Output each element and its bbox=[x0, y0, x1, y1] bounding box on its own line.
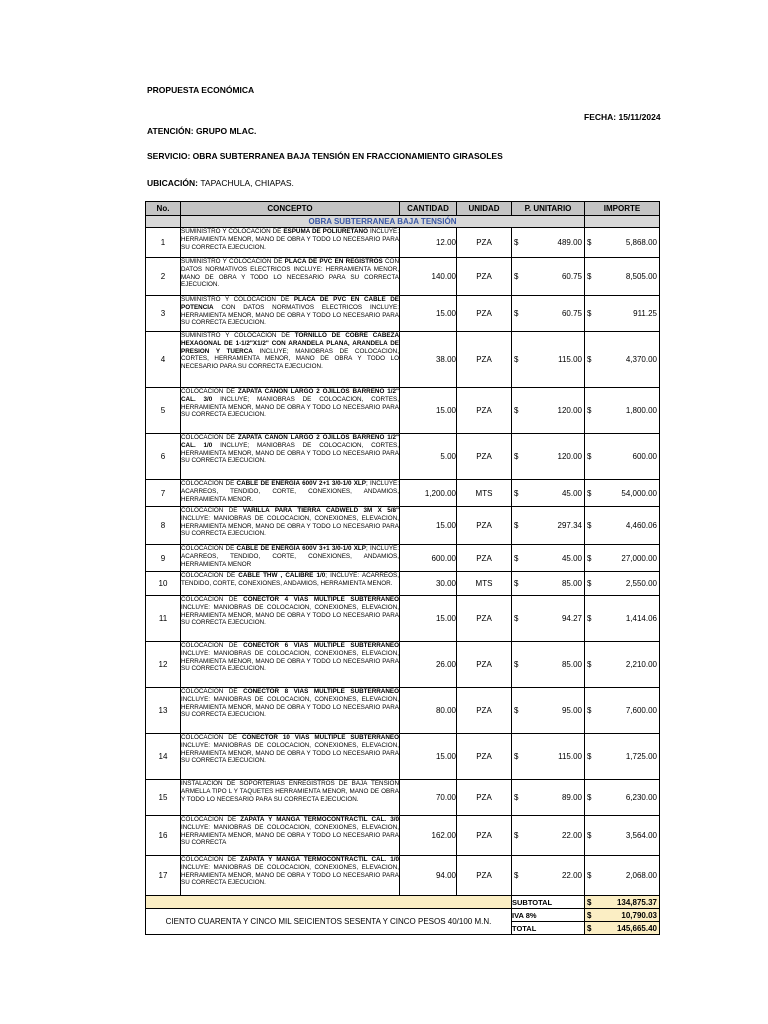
concept-text: COLOCACIÓN DE bbox=[181, 856, 241, 863]
item-unit: PZA bbox=[457, 642, 512, 688]
item-unit: PZA bbox=[457, 856, 512, 896]
item-unit: MTS bbox=[457, 572, 512, 596]
item-concept bbox=[181, 642, 400, 688]
location-label: UBICACIÓN: bbox=[147, 178, 198, 188]
currency-sign: $ bbox=[514, 871, 519, 880]
col-header-precio-unitario: P. UNITARIO bbox=[512, 202, 585, 216]
item-unit: PZA bbox=[457, 734, 512, 780]
item-number: 12 bbox=[146, 642, 181, 688]
currency-sign: $ bbox=[514, 706, 519, 715]
item-number: 5 bbox=[146, 388, 181, 434]
total-label: TOTAL bbox=[512, 922, 585, 935]
table-row bbox=[146, 434, 660, 480]
document-title: PROPUESTA ECONÓMICA bbox=[147, 85, 255, 95]
item-number: 6 bbox=[146, 434, 181, 480]
item-unit-price: $ 89.00 bbox=[512, 780, 585, 816]
concept-text-rest: ; INCLUYE: ACARREOS, TENDIDO, CORTE, CONEXIONES, ANDAMIOS, HERRAMIENTA MENOR. bbox=[181, 480, 399, 503]
item-unit-price: $ 115.00 bbox=[512, 734, 585, 780]
item-number: 14 bbox=[146, 734, 181, 780]
item-number: 4 bbox=[146, 332, 181, 388]
concept-text: COLOCACION DE bbox=[181, 572, 239, 579]
table-row bbox=[146, 388, 660, 434]
concept-text: SUMINISTRO Y COLOCACIÓN DE bbox=[181, 332, 295, 339]
currency-sign: $ bbox=[587, 406, 592, 415]
iva-row bbox=[146, 909, 660, 922]
concept-text: COLOCACIÓN DE bbox=[181, 596, 244, 603]
col-header-importe: IMPORTE bbox=[585, 202, 660, 216]
item-amount: $ 5,868.00 bbox=[585, 228, 660, 258]
item-unit-price: $ 115.00 bbox=[512, 332, 585, 388]
concept-text: COLOCACIÓN DE bbox=[181, 734, 242, 741]
quote-table bbox=[145, 201, 660, 935]
concept-text: COLOCACION DE bbox=[181, 480, 237, 487]
item-unit: PZA bbox=[457, 507, 512, 545]
col-header-no: No. bbox=[146, 202, 181, 216]
concept-bold-text: CONECTOR 4 VIAS MULTIPLE SUBTERRANEO bbox=[243, 596, 399, 603]
currency-sign: $ bbox=[587, 871, 592, 880]
item-quantity: 1,200.00 bbox=[400, 480, 457, 507]
section-title: OBRA SUBTERRANEA BAJA TENSIÓN bbox=[181, 216, 585, 228]
date: FECHA: 15/11/2024 bbox=[584, 112, 661, 122]
currency-sign: $ bbox=[587, 614, 592, 623]
item-number: 2 bbox=[146, 258, 181, 296]
currency-sign: $ bbox=[587, 706, 592, 715]
concept-text: INSTALACION DE SOPORTERIAS ENREGISTROS DE BAJA TENSION ARMELLA TIPO L Y TAQUETES HERRAMIENTA MENOR, MANO DE OBRA Y TODO LO NECESARIO PARA SU CORRECTA EJECUCION. bbox=[181, 780, 399, 803]
concept-text-rest: INCLUYE: MANIOBRAS DE COLOCACION, CONEXIONES, ELEVACION, HERRAMIENTA MENOR, MANO DE OBRA Y TODO LO NECESARIO PARA SU CORRECTA EJECUCION. bbox=[181, 649, 399, 673]
concept-bold-text: CABLE DE ENERGÍA 600V 2+1 3/0-1/0 XLP bbox=[236, 480, 366, 487]
currency-sign: $ bbox=[587, 660, 592, 669]
table-row bbox=[146, 816, 660, 856]
concept-bold-text: ZAPATA Y MANGA TERMOCONTRACTIL CAL. 3/0 bbox=[240, 816, 399, 823]
attention-line: ATENCIÓN: GRUPO MLAC. bbox=[147, 126, 257, 136]
item-unit-price: $ 22.00 bbox=[512, 856, 585, 896]
subtotal-value: $ 134,875.37 bbox=[585, 896, 660, 909]
item-amount: $ 4,370.00 bbox=[585, 332, 660, 388]
currency-sign: $ bbox=[514, 355, 519, 364]
item-amount: $ 7,600.00 bbox=[585, 688, 660, 734]
concept-text-rest: INCLUYE: MANIOBRAS DE COLOCACION, CONEXIONES, ELEVACION, HERRAMIENTA MENOR, MANO DE OBRA Y TODO LO NECESARIO PARA SU CORRECTA EJECUCION. bbox=[181, 863, 399, 887]
currency-sign: $ bbox=[514, 793, 519, 802]
item-amount: $ 3,564.00 bbox=[585, 816, 660, 856]
currency-sign: $ bbox=[587, 488, 592, 498]
table-row bbox=[146, 480, 660, 507]
item-unit-price: $ 120.00 bbox=[512, 388, 585, 434]
concept-text: SUMINISTRO Y COLOCACIÓN DE bbox=[181, 296, 294, 303]
item-amount: $ 2,210.00 bbox=[585, 642, 660, 688]
item-quantity: 12.00 bbox=[400, 228, 457, 258]
item-quantity: 26.00 bbox=[400, 642, 457, 688]
item-concept bbox=[181, 545, 400, 572]
item-amount: $ 54,000.00 bbox=[585, 480, 660, 507]
concept-text: COLOCACION DE bbox=[181, 507, 243, 514]
item-unit: PZA bbox=[457, 596, 512, 642]
concept-text-rest: CON DATOS NORMATIVOS ELECTRICOS INCLUYE: HERRAMIENTA MENOR, MANO DE OBRA Y TODO LO NECESARIO PARA SU CORRECTA EJECUCION. bbox=[181, 303, 399, 327]
item-unit-price: $ 45.00 bbox=[512, 480, 585, 507]
item-unit-price: $ 94.27 bbox=[512, 596, 585, 642]
item-unit: PZA bbox=[457, 780, 512, 816]
concept-text: SUMINISTRO Y COLOCACIÓN DE bbox=[181, 228, 284, 235]
currency-sign: $ bbox=[587, 238, 592, 247]
currency-sign: $ bbox=[514, 752, 519, 761]
table-row bbox=[146, 856, 660, 896]
subtotal-label: SUBTOTAL bbox=[512, 896, 585, 909]
concept-text-rest: INCLUYE: MANIOBRAS DE COLOCACION, CONEXIONES, ELEVACION, HERRAMIENTA MENOR, MANO DE OBRA Y TODO LO NECESARIO PARA SU CORRECTA bbox=[181, 823, 399, 847]
table-row bbox=[146, 545, 660, 572]
total-value: $ 145,665.40 bbox=[585, 922, 660, 935]
currency-sign: $ bbox=[587, 309, 592, 318]
currency-sign: $ bbox=[514, 614, 519, 623]
concept-text-rest: INCLUYE; MANIOBRAS DE COLOCACION, CORTES, HERRAMIENTA MENOR, MANO DE OBRA Y TODO LO NECESARIO PARA SU CORRECTA EJECUCION. bbox=[181, 347, 399, 371]
item-concept bbox=[181, 480, 400, 507]
concept-bold-text: CONECTOR 6 VIAS MULTIPLE SUBTERRANEO bbox=[243, 642, 399, 649]
table-row bbox=[146, 258, 660, 296]
currency-sign: $ bbox=[514, 238, 519, 247]
concept-text: COLOCACIÓN DE bbox=[181, 434, 238, 441]
table-row bbox=[146, 642, 660, 688]
item-amount: $ 6,230.00 bbox=[585, 780, 660, 816]
item-unit-price: $ 60.75 bbox=[512, 258, 585, 296]
currency-sign: $ bbox=[587, 752, 592, 761]
concept-bold-text: CABLE THW , CALIBRE 1/0 bbox=[238, 572, 326, 579]
concept-bold-text: ZAPATA CAÑON LARGO 2 OJILLOS BARRENO 1/2" CAL. 1/0 bbox=[181, 434, 399, 449]
currency-sign: $ bbox=[514, 831, 519, 840]
item-unit: PZA bbox=[457, 688, 512, 734]
item-quantity: 30.00 bbox=[400, 572, 457, 596]
concept-bold-text: CONECTOR 10 VIAS MULTIPLE SUBTERRANEO bbox=[241, 734, 399, 741]
item-unit-price: $ 85.00 bbox=[512, 642, 585, 688]
concept-text-rest: INCLUYE: HERRAMIENTA MENOR, MANO DE OBRA Y TODO LO NECESARIO PARA SU CORRECTA EJECUCION. bbox=[181, 228, 399, 251]
item-quantity: 15.00 bbox=[400, 596, 457, 642]
currency-sign: $ bbox=[514, 452, 519, 461]
item-number: 9 bbox=[146, 545, 181, 572]
concept-text: COLOCACIÓN DE bbox=[181, 688, 244, 695]
item-concept bbox=[181, 734, 400, 780]
col-header-unidad: UNIDAD bbox=[457, 202, 512, 216]
item-quantity: 15.00 bbox=[400, 388, 457, 434]
item-amount: $ 2,550.00 bbox=[585, 572, 660, 596]
item-unit: PZA bbox=[457, 296, 512, 332]
item-quantity: 80.00 bbox=[400, 688, 457, 734]
concept-text-rest: ; INCLUYE: ACARREOS, TENDIDO, CORTE, CONEXIONES, ANDAMIOS, HERRAMIENTA MENOR. bbox=[181, 572, 399, 587]
currency-sign: $ bbox=[514, 488, 519, 498]
amount-in-words: CIENTO CUARENTA Y CINCO MIL SEICIENTOS SESENTA Y CINCO PESOS 40/100 M.N. bbox=[146, 909, 512, 935]
item-amount: $ 2,068.00 bbox=[585, 856, 660, 896]
concept-text: COLOCACIÓN DE bbox=[181, 816, 241, 823]
item-unit-price: $ 489.00 bbox=[512, 228, 585, 258]
subtotal-row bbox=[146, 896, 660, 909]
item-concept bbox=[181, 572, 400, 596]
table-row bbox=[146, 596, 660, 642]
concept-bold-text: VARILLA PARA TIERRA CADWELD 3M X 5/8" bbox=[242, 507, 399, 514]
iva-value: $ 10,790.03 bbox=[585, 909, 660, 922]
item-unit-price: $ 297.34 bbox=[512, 507, 585, 545]
item-concept bbox=[181, 332, 400, 388]
col-header-cantidad: CANTIDAD bbox=[400, 202, 457, 216]
currency-sign: $ bbox=[514, 521, 519, 530]
item-quantity: 600.00 bbox=[400, 545, 457, 572]
concept-text-rest: INCLUYE: MANIOBRAS DE COLOCACION, CONEXIONES, ELEVACION, HERRAMIENTA MENOR, MANO DE OBRA Y TODO LO NECESARIO PARA SU CORRECTA EJECUCION. bbox=[181, 603, 399, 627]
item-amount: $ 911.25 bbox=[585, 296, 660, 332]
item-amount: $ 4,460.06 bbox=[585, 507, 660, 545]
table-row bbox=[146, 507, 660, 545]
concept-bold-text: TORNILLO DE COBRE CABEZA HEXAGONAL DE 1-1/2"X1/2" CON ARANDELA PLANA, ARANDELA DE PRESION Y TUERCA bbox=[181, 332, 399, 355]
table-row bbox=[146, 780, 660, 816]
currency-sign: $ bbox=[587, 452, 592, 461]
item-number: 1 bbox=[146, 228, 181, 258]
currency-sign: $ bbox=[514, 406, 519, 415]
currency-sign: $ bbox=[587, 831, 592, 840]
item-number: 7 bbox=[146, 480, 181, 507]
currency-sign: $ bbox=[514, 660, 519, 669]
item-unit: PZA bbox=[457, 545, 512, 572]
item-number: 11 bbox=[146, 596, 181, 642]
concept-text: COLOCACIÓN DE bbox=[181, 642, 244, 649]
table-row bbox=[146, 296, 660, 332]
concept-bold-text: CABLE DE ENERGÍA 600V 3+1 3/0-1/0 XLP bbox=[236, 545, 366, 552]
currency-sign: $ bbox=[587, 355, 592, 364]
concept-bold-text: CONECTOR 8 VIAS MULTIPLE SUBTERRANEO bbox=[243, 688, 399, 695]
item-concept bbox=[181, 688, 400, 734]
currency-sign: $ bbox=[514, 272, 519, 281]
currency-sign: $ bbox=[514, 553, 519, 563]
section-row bbox=[146, 216, 660, 228]
location-value: TAPACHULA, CHIAPAS. bbox=[200, 178, 294, 188]
iva-label: IVA 8% bbox=[512, 909, 585, 922]
item-number: 17 bbox=[146, 856, 181, 896]
table-row bbox=[146, 688, 660, 734]
table-row bbox=[146, 332, 660, 388]
item-number: 13 bbox=[146, 688, 181, 734]
item-quantity: 15.00 bbox=[400, 507, 457, 545]
item-unit-price: $ 120.00 bbox=[512, 434, 585, 480]
concept-text-rest: INCLUYE; MANIOBRAS DE COLOCACION, CORTES, HERRAMIENTA MENOR, MANO DE OBRA Y TODO LO NECESARIO PARA SU CORRECTA EJECUCION. bbox=[181, 441, 399, 465]
item-unit-price: $ 85.00 bbox=[512, 572, 585, 596]
item-quantity: 94.00 bbox=[400, 856, 457, 896]
item-concept bbox=[181, 856, 400, 896]
item-number: 16 bbox=[146, 816, 181, 856]
item-quantity: 5.00 bbox=[400, 434, 457, 480]
currency-sign: $ bbox=[587, 521, 592, 530]
concept-text-rest: CON DATOS NORMATIVOS ELECTRICOS INCLUYE: HERRAMIENTA MENOR, MANO DE OBRA Y TODO LO NECESARIO PARA SU CORRECTA EJECUCION. bbox=[181, 258, 399, 289]
concept-text-rest: INCLUYE: MANIOBRAS DE COLOCACION, CONEXIONES, ELEVACION, HERRAMIENTA MENOR, MANO DE OBRA Y TODO LO NECESARIO PARA SU CORRECTA EJECUCION. bbox=[181, 741, 399, 765]
item-amount: $ 8,505.00 bbox=[585, 258, 660, 296]
concept-bold-text: ZAPATA Y MANGA TERMOCONTRACTIL CAL. 1/0 bbox=[240, 856, 399, 863]
item-concept bbox=[181, 507, 400, 545]
item-number: 15 bbox=[146, 780, 181, 816]
concept-text: COLOCACION DE bbox=[181, 545, 237, 552]
item-quantity: 38.00 bbox=[400, 332, 457, 388]
item-concept bbox=[181, 816, 400, 856]
item-unit: PZA bbox=[457, 388, 512, 434]
currency-sign: $ bbox=[587, 579, 592, 588]
concept-bold-text: ESPUMA DE POLIURETANO bbox=[283, 228, 369, 235]
concept-text-rest: ; INCLUYE: ACARREOS, TENDIDO, CORTE, CONEXIONES, ANDAMIOS, HERRAMIENTA MENOR bbox=[181, 545, 399, 568]
concept-bold-text: ZAPATA CAÑON LARGO 2 OJILLOS BARRENO 1/2" CAL. 3/0 bbox=[181, 388, 399, 403]
item-unit: PZA bbox=[457, 434, 512, 480]
item-concept bbox=[181, 296, 400, 332]
item-concept bbox=[181, 780, 400, 816]
item-amount: $ 1,725.00 bbox=[585, 734, 660, 780]
item-amount: $ 27,000.00 bbox=[585, 545, 660, 572]
concept-text-rest: INCLUYE: MANIOBRAS DE COLOCACION, CONEXIONES, ELEVACION, HERRAMIENTA MENOR, MANO DE OBRA Y TODO LO NECESARIO PARA SU CORRECTA EJECUCION. bbox=[181, 695, 399, 719]
item-concept bbox=[181, 258, 400, 296]
currency-sign: $ bbox=[514, 309, 519, 318]
concept-text: COLOCACIÓN DE bbox=[181, 388, 238, 395]
item-quantity: 140.00 bbox=[400, 258, 457, 296]
concept-text-rest: INCLUYE: MANIOBRAS DE COLOCACION, CONEXIONES, ELEVACION, HERRAMIENTA MENOR, MANO DE OBRA Y TODO LO NECESARIO PARA SU CORRECTA EJECUCION. bbox=[181, 514, 399, 538]
item-unit-price: $ 22.00 bbox=[512, 816, 585, 856]
item-quantity: 70.00 bbox=[400, 780, 457, 816]
item-unit: PZA bbox=[457, 258, 512, 296]
item-concept bbox=[181, 596, 400, 642]
item-amount: $ 1,800.00 bbox=[585, 388, 660, 434]
item-amount: $ 600.00 bbox=[585, 434, 660, 480]
table-row bbox=[146, 572, 660, 596]
table-header-row bbox=[146, 202, 660, 216]
item-number: 3 bbox=[146, 296, 181, 332]
item-quantity: 15.00 bbox=[400, 296, 457, 332]
item-concept bbox=[181, 434, 400, 480]
item-quantity: 162.00 bbox=[400, 816, 457, 856]
item-concept bbox=[181, 228, 400, 258]
currency-sign: $ bbox=[587, 553, 592, 563]
item-unit: PZA bbox=[457, 332, 512, 388]
item-number: 8 bbox=[146, 507, 181, 545]
currency-sign: $ bbox=[514, 579, 519, 588]
currency-sign: $ bbox=[587, 793, 592, 802]
item-quantity: 15.00 bbox=[400, 734, 457, 780]
concept-bold-text: PLACA DE PVC EN CABLE DE POTENCIA bbox=[181, 296, 399, 311]
table-row bbox=[146, 228, 660, 258]
item-unit: PZA bbox=[457, 816, 512, 856]
service-line: SERVICIO: OBRA SUBTERRANEA BAJA TENSIÓN EN FRACCIONAMIENTO GIRASOLES bbox=[147, 151, 503, 161]
currency-sign: $ bbox=[587, 272, 592, 281]
table-row bbox=[146, 734, 660, 780]
item-unit: MTS bbox=[457, 480, 512, 507]
item-concept bbox=[181, 388, 400, 434]
item-unit: PZA bbox=[457, 228, 512, 258]
concept-text: SUMINISTRO Y COLOCACIÓN DE bbox=[181, 258, 285, 265]
item-unit-price: $ 60.75 bbox=[512, 296, 585, 332]
item-amount: $ 1,414.06 bbox=[585, 596, 660, 642]
concept-text-rest: INCLUYE; MANIOBRAS DE COLOCACION, CORTES, HERRAMIENTA MENOR, MANO DE OBRA Y TODO LO NECESARIO PARA SU CORRECTA EJECUCION. bbox=[181, 395, 399, 419]
item-unit-price: $ 95.00 bbox=[512, 688, 585, 734]
col-header-concepto: CONCEPTO bbox=[181, 202, 400, 216]
location-line bbox=[147, 178, 294, 188]
item-number: 10 bbox=[146, 572, 181, 596]
concept-bold-text: PLACA DE PVC EN REGISTROS bbox=[284, 258, 383, 265]
item-unit-price: $ 45.00 bbox=[512, 545, 585, 572]
